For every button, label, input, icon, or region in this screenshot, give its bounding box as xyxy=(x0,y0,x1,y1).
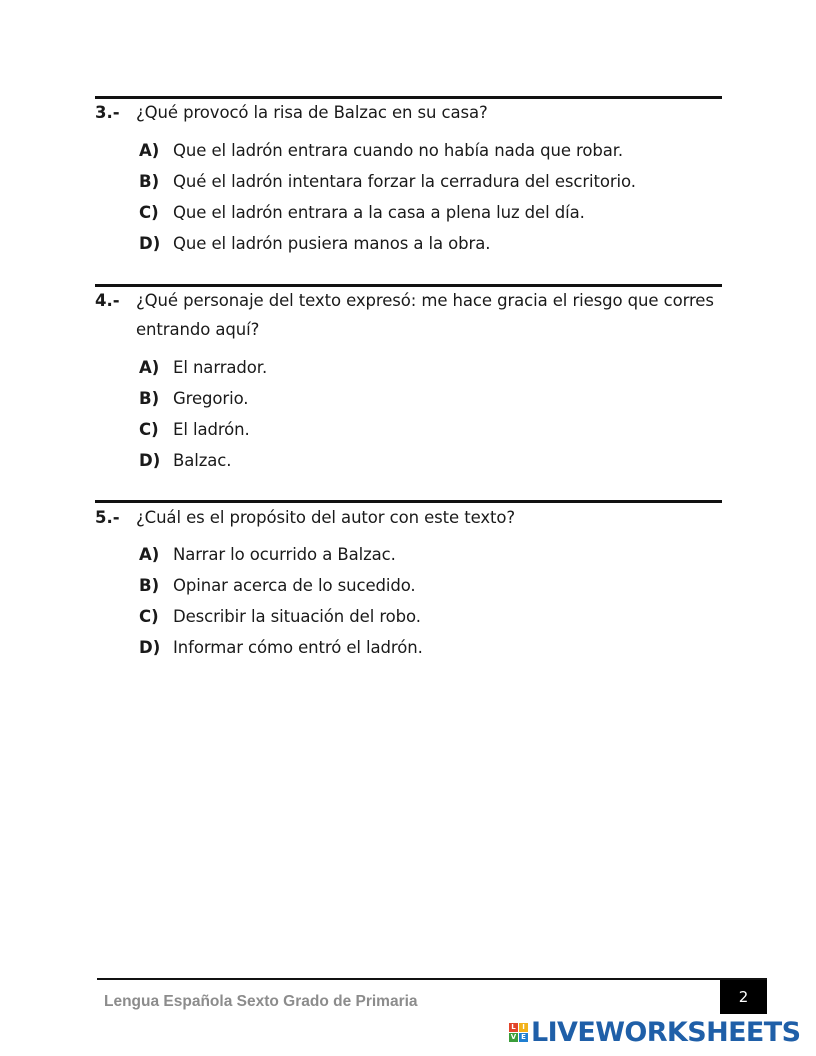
option-c[interactable] xyxy=(139,197,719,228)
option-b[interactable] xyxy=(139,166,719,197)
option-text: El ladrón. xyxy=(173,420,250,439)
footer-course-title: Lengua Española Sexto Grado de Primaria xyxy=(104,993,418,1010)
option-a[interactable] xyxy=(139,352,719,383)
logo-grid-icon xyxy=(509,1023,528,1042)
option-text: Qué el ladrón intentara forzar la cerradura del escritorio. xyxy=(173,172,636,191)
logo-letter-e: E xyxy=(519,1033,528,1042)
options-list xyxy=(139,135,719,259)
options-list xyxy=(139,352,719,476)
option-text: Que el ladrón entrara a la casa a plena luz del día. xyxy=(173,203,585,222)
option-text: Narrar lo ocurrido a Balzac. xyxy=(173,545,396,564)
option-letter: A) xyxy=(139,141,160,160)
option-letter: B) xyxy=(139,172,160,191)
question-text: ¿Qué provocó la risa de Balzac en su casa? xyxy=(136,103,488,122)
option-letter: A) xyxy=(139,545,160,564)
option-text: Que el ladrón entrara cuando no había nada que robar. xyxy=(173,141,624,160)
option-letter: C) xyxy=(139,203,159,222)
question-text: ¿Qué personaje del texto expresó: me hace gracia el riesgo que corres entrando aquí? xyxy=(136,291,714,339)
footer-divider xyxy=(97,978,767,980)
option-letter: D) xyxy=(139,451,161,470)
option-letter: A) xyxy=(139,358,160,377)
option-b[interactable] xyxy=(139,570,719,601)
liveworksheets-logo[interactable] xyxy=(509,1016,800,1048)
question-header xyxy=(95,503,722,532)
option-letter: C) xyxy=(139,607,159,626)
option-letter: B) xyxy=(139,576,160,595)
option-letter: D) xyxy=(139,638,161,657)
question-header xyxy=(95,98,722,127)
logo-letter-v: V xyxy=(510,1032,517,1041)
option-text: Describir la situación del robo. xyxy=(173,607,421,626)
option-a[interactable] xyxy=(139,539,719,570)
options-list xyxy=(139,539,719,663)
option-text: Gregorio. xyxy=(173,389,249,408)
option-c[interactable] xyxy=(139,601,719,632)
option-b[interactable] xyxy=(139,383,719,414)
option-d[interactable] xyxy=(139,445,719,476)
logo-letter-i: I xyxy=(519,1023,528,1032)
option-d[interactable] xyxy=(139,632,719,663)
option-text: Informar cómo entró el ladrón. xyxy=(173,638,423,657)
question-number: 5.- xyxy=(95,508,120,527)
option-text: Que el ladrón pusiera manos a la obra. xyxy=(173,234,491,253)
option-letter: C) xyxy=(139,420,159,439)
page-number: 2 xyxy=(720,980,767,1014)
question-header xyxy=(95,286,722,344)
option-text: El narrador. xyxy=(173,358,268,377)
option-d[interactable] xyxy=(139,228,719,259)
logo-letter-l: L xyxy=(509,1023,518,1032)
question-number: 4.- xyxy=(95,291,120,310)
option-letter: B) xyxy=(139,389,160,408)
question-text: ¿Cuál es el propósito del autor con este texto? xyxy=(136,508,516,527)
option-text: Opinar acerca de lo sucedido. xyxy=(173,576,416,595)
logo-wordmark: LIVEWORKSHEETS xyxy=(531,1016,801,1048)
question-number: 3.- xyxy=(95,103,120,122)
option-letter: D) xyxy=(139,234,161,253)
option-text: Balzac. xyxy=(173,451,232,470)
option-c[interactable] xyxy=(139,414,719,445)
option-a[interactable] xyxy=(139,135,719,166)
